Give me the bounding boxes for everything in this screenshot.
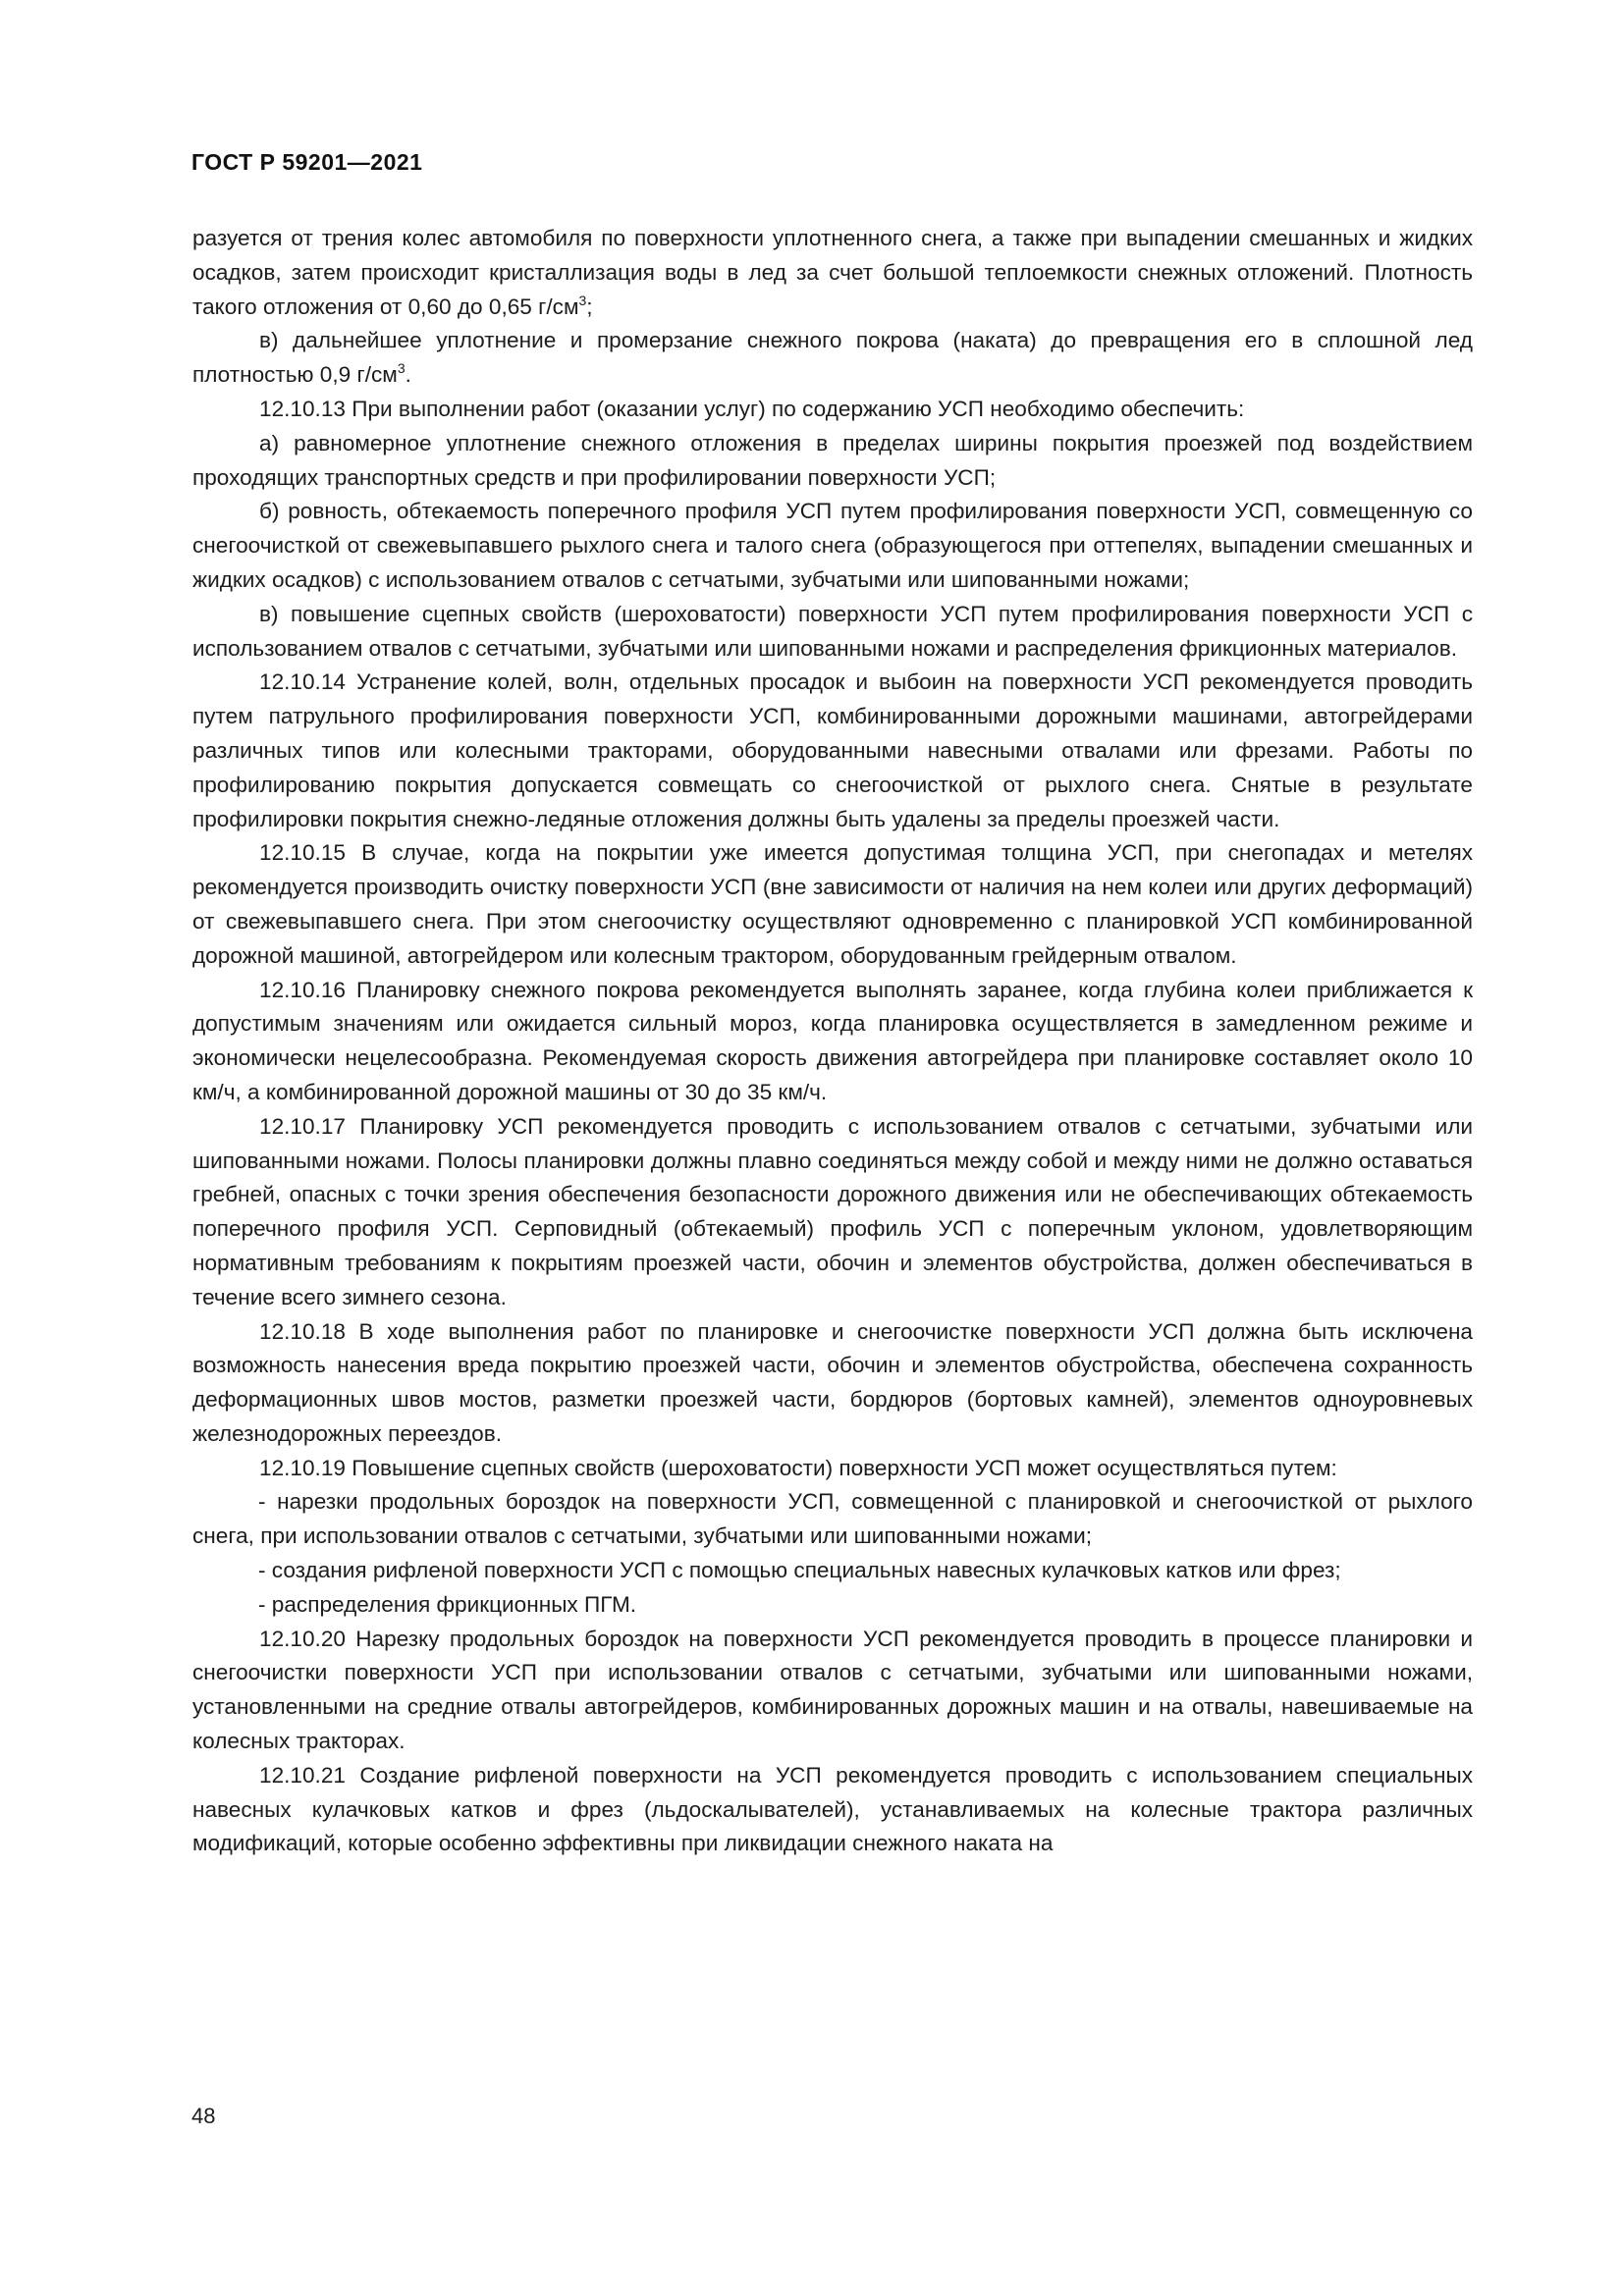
clause-12-10-21: 12.10.21 Создание рифленой поверхности на УСП рекомендуется проводить с использованием специальных навесных кулачковых катков и фрез (льдоскалывателей), устанавливаемых на колесные трактора различных модификаций, которые особенно эффективны при ликвидации снежного наката на (192, 1762, 1473, 1856)
clause-12-10-19: 12.10.19 Повышение сцепных свойств (шероховатости) поверхности УСП может осуществляться путем: (259, 1455, 1337, 1480)
clause-12-10-16: 12.10.16 Планировку снежного покрова рекомендуется выполнять заранее, когда глубина колеи приближается к допустимым значениям или ожидается сильный мороз, когда планировка осуществляется в замедленном режиме и экономически нецелесообразна. Рекомендуемая скорость движения автогрейдера при планировке составляет около 10 км/ч, а комбинированной дорожной машины от 30 до 35 км/ч. (192, 977, 1473, 1104)
paragraph-tail: . (405, 362, 411, 388)
paragraph-text: в) дальнейшее уплотнение и промерзание снежного покрова (наката) до превращения его в сплошной лед плотностью 0,9 г/см (192, 328, 1473, 388)
list-item-v (192, 324, 1473, 393)
dash-list-item: - создания рифленой поверхности УСП с помощью специальных навесных кулачковых катков или фрез; (258, 1558, 1341, 1583)
dash-list-item: - нарезки продольных бороздок на поверхности УСП, совмещенной с планировкой и снегоочисткой от рыхлого снега, при использовании отвалов с сетчатыми, зубчатыми или шипованными ножами; (192, 1489, 1473, 1549)
paragraph-continuation (192, 222, 1473, 324)
clause-12-10-17: 12.10.17 Планировку УСП рекомендуется проводить с использованием отвалов с сетчатыми, зубчатыми или шипованными ножами. Полосы планировки должны плавно соединяться между собой и между ними не должно оставаться гребней, опасных с точки зрения обеспечения безопасности дорожного движения или не обеспечивающих обтекаемость поперечного профиля УСП. Серповидный (обтекаемый) профиль УСП с поперечным уклоном, удовлетворяющим нормативным требованиям к покрытиям проезжей части, обочин и элементов обустройства, должен обеспечиваться в течение всего зимнего сезона. (192, 1113, 1473, 1309)
list-item-v2: в) повышение сцепных свойств (шероховатости) поверхности УСП путем профилирования поверхности УСП с использованием отвалов с сетчатыми, зубчатыми или шипованными ножами и распределения фрикционных материалов. (192, 601, 1473, 661)
list-item-a: а) равномерное уплотнение снежного отложения в пределах ширины покрытия проезжей под воздействием проходящих транспортных средств и при профилировании поверхности УСП; (192, 430, 1473, 490)
clause-12-10-15: 12.10.15 В случае, когда на покрытии уже имеется допустимая толщина УСП, при снегопадах и метелях рекомендуется производить очистку поверхности УСП (вне зависимости от наличия на нем колеи или других деформаций) от свежевыпавшего снега. При этом снегоочистку осуществляют одновременно с планировкой УСП комбинированной дорожной машиной, автогрейдером или колесным трактором, оборудованным грейдерным отвалом. (192, 840, 1473, 968)
document-body (192, 222, 1473, 1861)
page-number: 48 (191, 2104, 216, 2128)
clause-12-10-14: 12.10.14 Устранение колей, волн, отдельных просадок и выбоин на поверхности УСП рекомендуется проводить путем патрульного профилирования поверхности УСП, комбинированными дорожными машинами, автогрейдерами различных типов или колесными тракторами, оборудованными навесными отвалами или фрезами. Работы по профилированию покрытия допускается совмещать со снегоочисткой от рыхлого снега. Снятые в результате профилировки покрытия снежно-ледяные отложения должны быть удалены за пределы проезжей части. (192, 669, 1473, 831)
superscript: 3 (397, 360, 406, 377)
paragraph-text: разуется от трения колес автомобиля по поверхности уплотненного снега, а также при выпадении смешанных и жидких осадков, затем происходит кристаллизация воды в лед за счет большой теплоемкости снежных отложений. Плотность такого отложения от 0,60 до 0,65 г/см (192, 226, 1473, 319)
dash-list-item: - распределения фрикционных ПГМ. (258, 1591, 637, 1617)
superscript: 3 (578, 292, 587, 308)
list-item-b: б) ровность, обтекаемость поперечного профиля УСП путем профилирования поверхности УСП, совмещенную со снегоочисткой от свежевыпавшего рыхлого снега и талого снега (образующегося при оттепелях, выпадении смешанных и жидких осадков) с использованием отвалов с сетчатыми, зубчатыми или шипованными ножами; (192, 499, 1473, 592)
clause-12-10-18: 12.10.18 В ходе выполнения работ по планировке и снегоочистке поверхности УСП должна быть исключена возможность нанесения вреда покрытию проезжей части, обочин и элементов обустройства, обеспечена сохранность деформационных швов мостов, разметки проезжей части, бордюров (бортовых камней), элементов одноуровневых железнодорожных переездов. (192, 1318, 1473, 1446)
document-code-header: ГОСТ Р 59201—2021 (191, 149, 423, 175)
paragraph-tail: ; (586, 294, 593, 319)
clause-12-10-13: 12.10.13 При выполнении работ (оказании услуг) по содержанию УСП необходимо обеспечить: (259, 396, 1245, 421)
clause-12-10-20: 12.10.20 Нарезку продольных бороздок на поверхности УСП рекомендуется проводить в процессе планировки и снегоочистки поверхности УСП при использовании отвалов с сетчатыми, зубчатыми или шипованными ножами, установленными на средние отвалы автогрейдеров, комбинированных дорожных машин и на отвалы, навешиваемые на колесных тракторах. (192, 1626, 1473, 1754)
